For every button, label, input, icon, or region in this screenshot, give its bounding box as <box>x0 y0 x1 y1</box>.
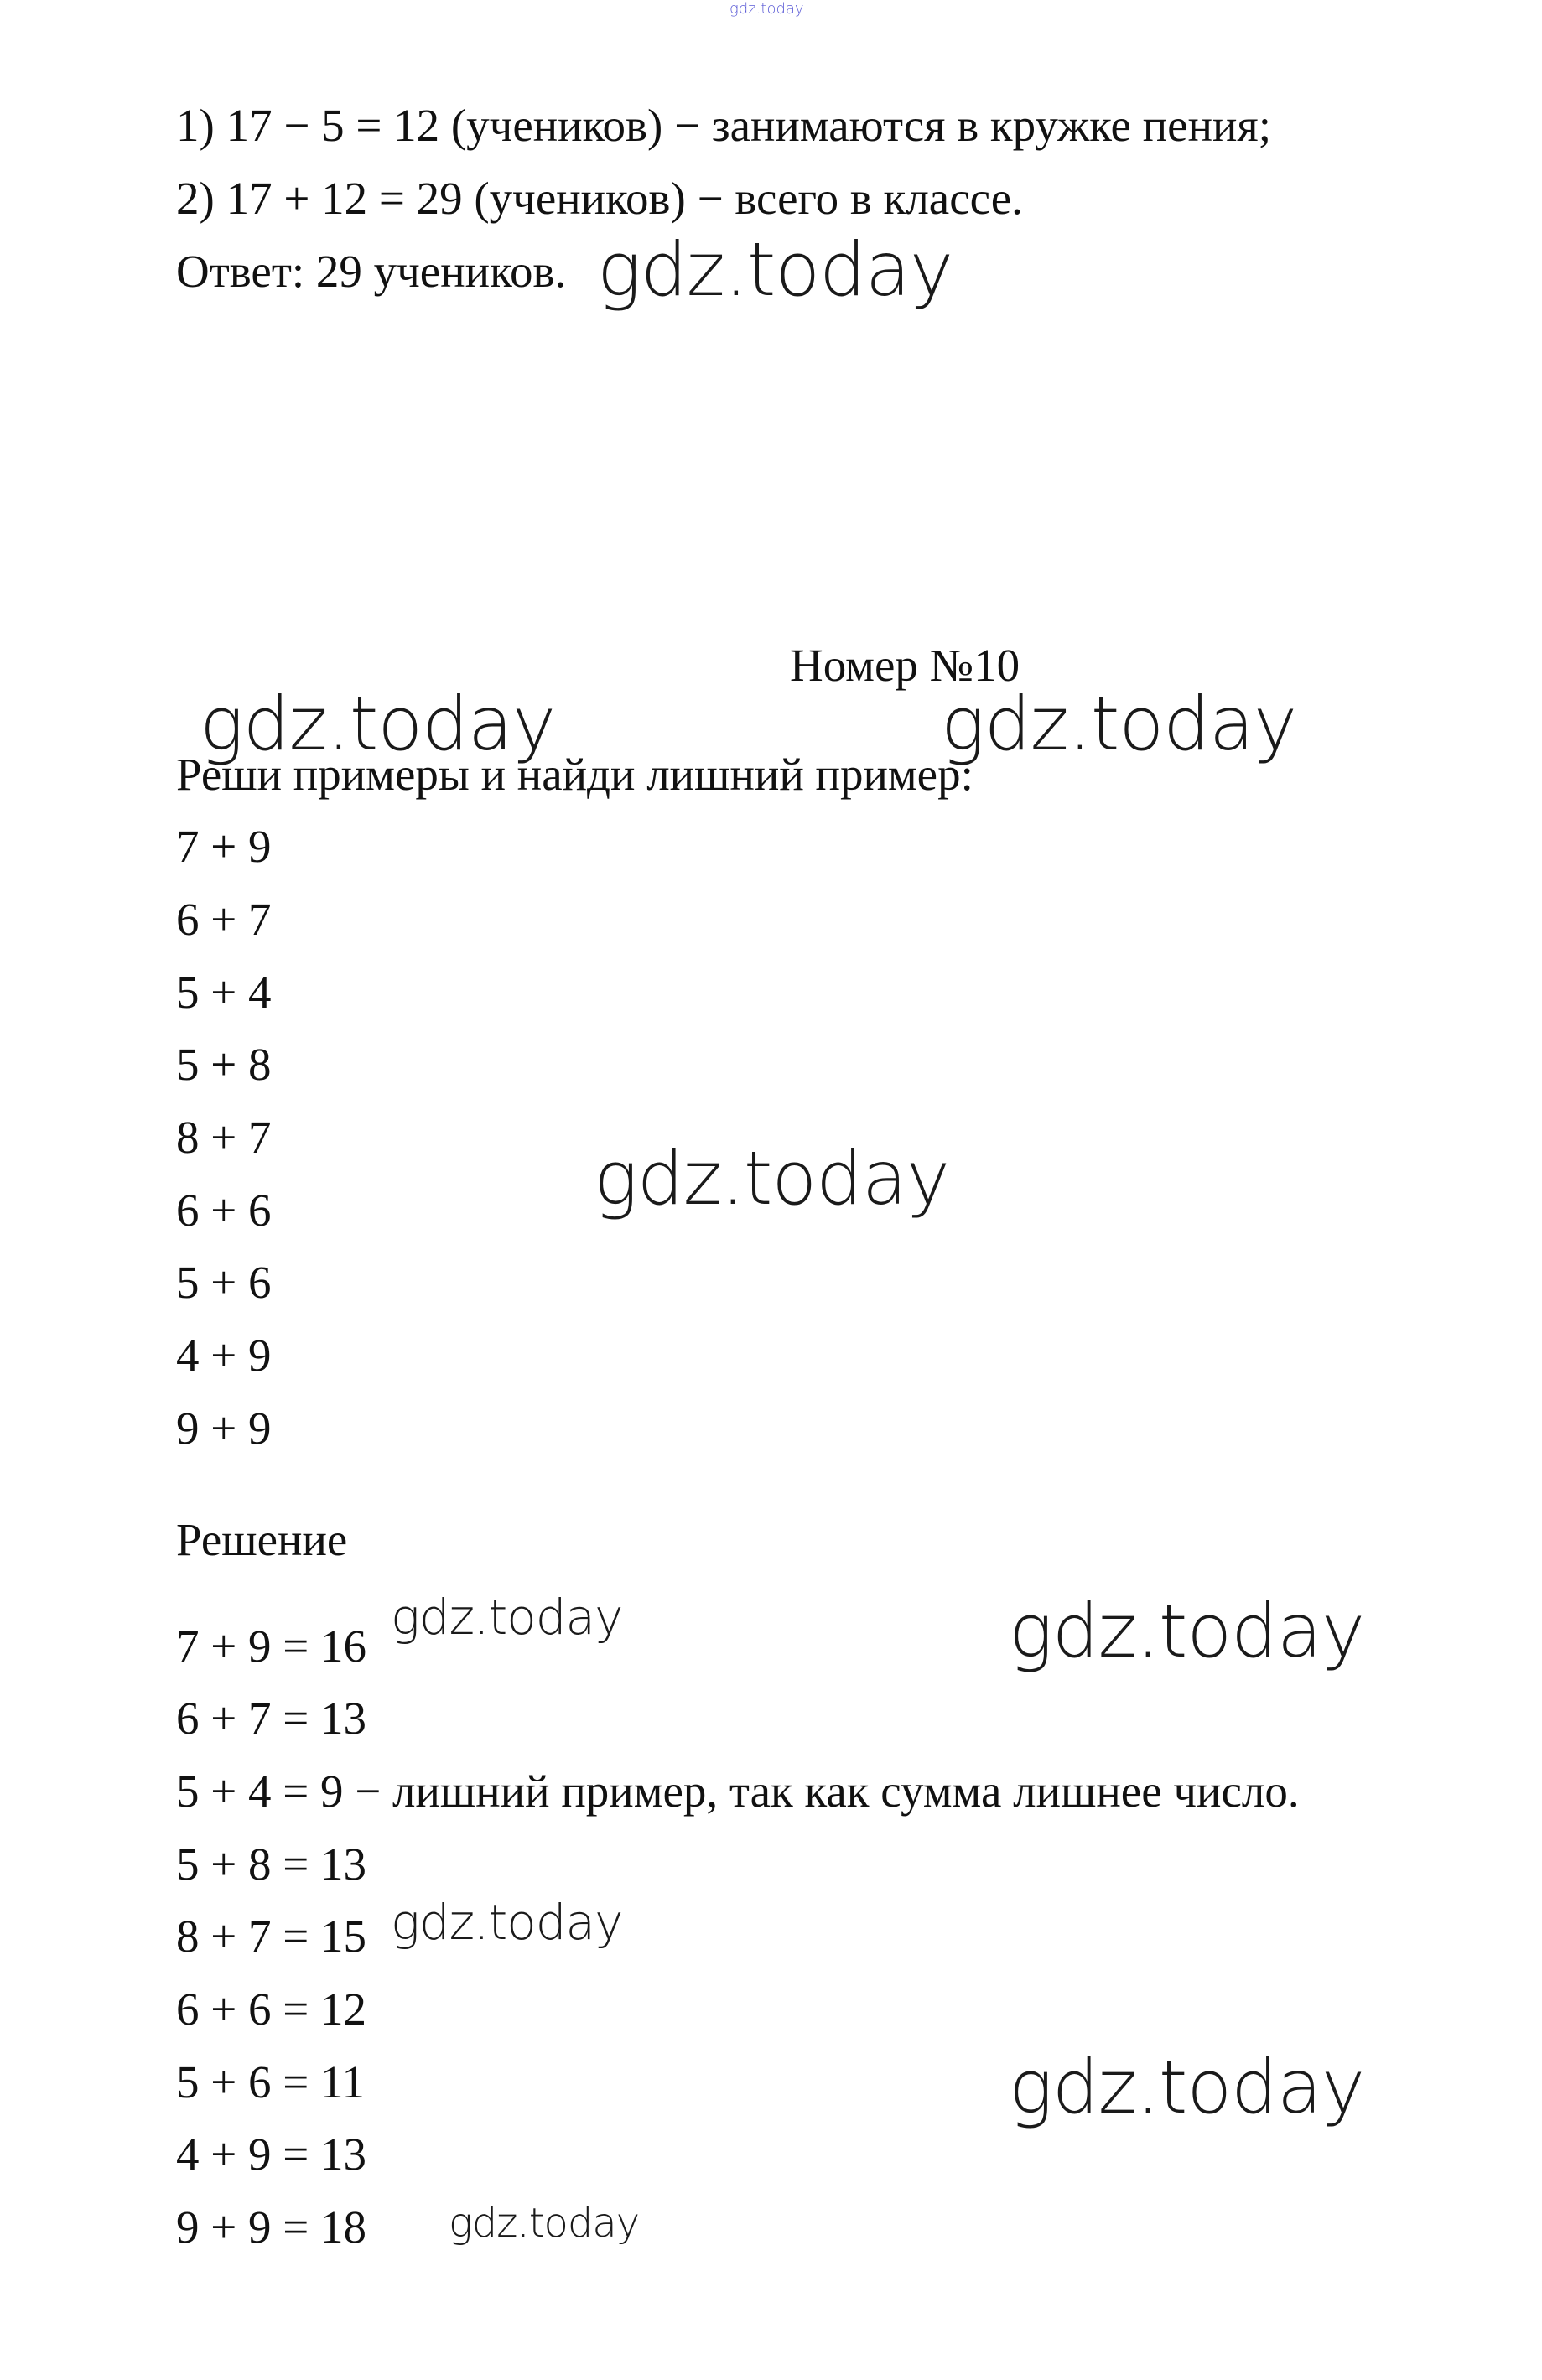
solution-line-5: 8 + 7 = 15 <box>176 1911 367 1962</box>
example-2: 6 + 7 <box>176 894 272 945</box>
watermark: gdz.today <box>391 1589 623 1646</box>
task-prompt: Реши примеры и найди лишний пример: <box>176 749 973 800</box>
solution-line-4: 5 + 8 = 13 <box>176 1838 367 1890</box>
example-5: 8 + 7 <box>176 1112 272 1163</box>
example-4: 5 + 8 <box>176 1039 272 1090</box>
top-watermark: gdz.today <box>729 0 804 18</box>
solution-line-8: 4 + 9 = 13 <box>176 2129 367 2180</box>
example-7: 5 + 6 <box>176 1257 272 1308</box>
watermark: gdz.today <box>391 1894 623 1951</box>
solution-line-9: 9 + 9 = 18 <box>176 2201 367 2253</box>
solution-line-7: 5 + 6 = 11 <box>176 2056 365 2108</box>
example-8: 4 + 9 <box>176 1330 272 1381</box>
watermark: gdz.today <box>1009 1588 1365 1674</box>
solution-line-3: 5 + 4 = 9 − лишний пример, так как сумма лишнее число. <box>176 1766 1300 1817</box>
watermark: gdz.today <box>200 681 556 767</box>
watermark: gdz.today <box>941 681 1297 767</box>
previous-step-2: 2) 17 + 12 = 29 (учеников) − всего в классе. <box>176 173 1023 224</box>
watermark: gdz.today <box>597 226 953 313</box>
solution-label: Решение <box>176 1514 348 1565</box>
example-1: 7 + 9 <box>176 821 272 872</box>
example-6: 6 + 6 <box>176 1185 272 1236</box>
example-9: 9 + 9 <box>176 1403 272 1454</box>
task-number: Номер №10 <box>790 640 1020 691</box>
watermark: gdz.today <box>449 2200 640 2247</box>
previous-answer: Ответ: 29 учеников. <box>176 246 567 297</box>
solution-line-6: 6 + 6 = 12 <box>176 1983 367 2035</box>
solution-line-2: 6 + 7 = 13 <box>176 1693 367 1744</box>
example-3: 5 + 4 <box>176 967 272 1018</box>
previous-step-1: 1) 17 − 5 = 12 (учеников) − занимаются в кружке пения; <box>176 100 1272 151</box>
watermark: gdz.today <box>1009 2044 1365 2130</box>
watermark: gdz.today <box>594 1135 950 1221</box>
solution-line-1: 7 + 9 = 16 <box>176 1620 367 1672</box>
